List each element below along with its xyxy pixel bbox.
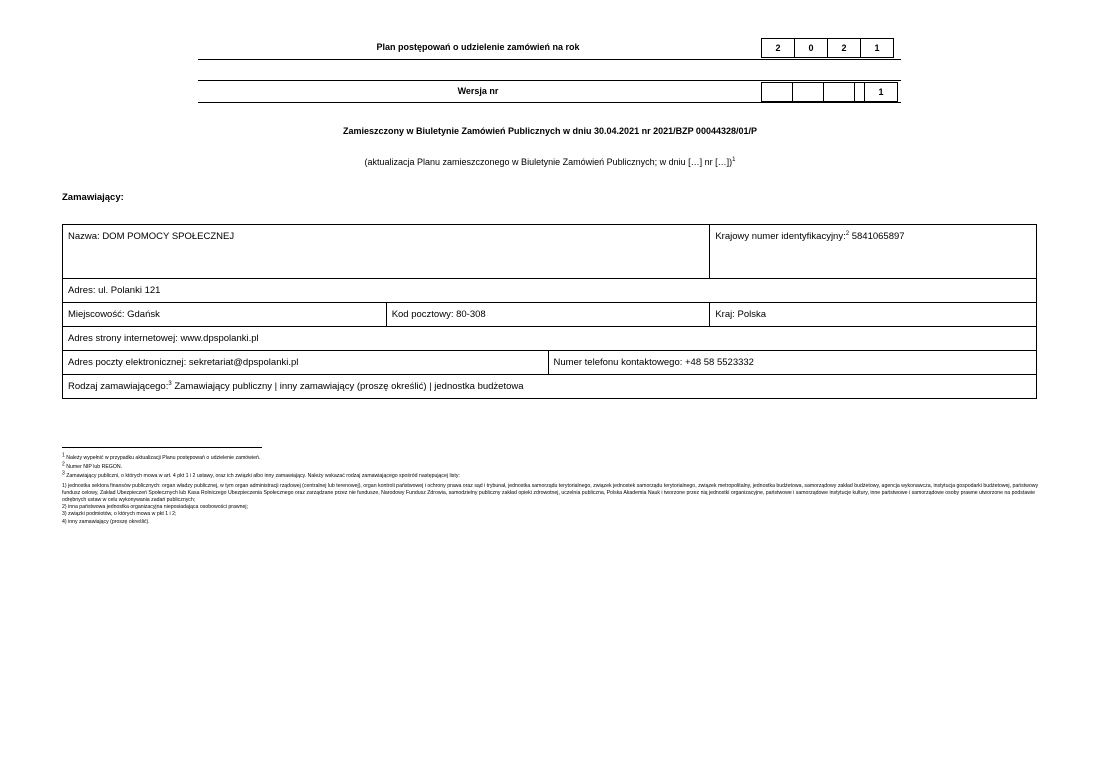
address-cell: Adres: ul. Polanki 121 [63,279,1037,303]
update-text: (aktualizacja Planu zamieszczonego w Biuletynie Zamówień Publicznych; w dniu […] nr […]) [364,157,733,167]
footnote-text: Zamawiający publiczni, o których mowa w art. 4 pkt 1 i 2 ustawy, oraz ich związki albo inny zamawiający. Należy wskazać rodzaj zamawiającego spośród następującej listy: [66,473,460,480]
footnote-number: 1 [62,452,65,459]
footnote-list-item: 4) inny zamawiający (proszę określić). [62,518,150,525]
phone-cell: Numer telefonu kontaktowego: +48 58 5523332 [548,351,1036,375]
plan-title: Plan postępowań o udzielenie zamówień na rok [376,42,580,52]
contracting-authority-table [62,224,1037,399]
year-boxes [762,38,894,58]
footnote-3 [62,470,1040,480]
footnote-text: Należy wypełnić w przypadku aktualizacji Planu postępowań o udzielenie zamówień. [66,455,261,461]
footnote-number: 2 [62,461,65,468]
authority-type-cell [63,375,1037,399]
footnote-number: 3 [62,470,65,477]
footnote-list-item: 2) inna państwowa jednostka organizacyjna nieposiadająca osobowości prawnej; [62,504,249,511]
city-cell: Miejscowość: Gdańsk [63,303,387,327]
footnote-ref: 2 [845,230,850,237]
year-digit-box: 2 [761,38,795,58]
version-underline [198,102,901,103]
title-underline [198,59,901,60]
year-digit-box: 1 [860,38,894,58]
version-digit-box [823,82,855,102]
name-cell: Nazwa: DOM POMOCY SPOŁECZNEJ [63,225,710,279]
section-title: Zamawiający: [62,192,124,203]
version-digit-box [792,82,824,102]
footnote-1 [62,452,1040,462]
footnote-ref: 3 [168,380,172,387]
footnote-list-item: 3) związki podmiotów, o których mowa w pkt 1 i 2; [62,511,177,518]
postal-code-cell: Kod pocztowy: 80-308 [386,303,710,327]
version-label: Wersja nr [457,86,499,96]
website-cell: Adres strony internetowej: www.dpspolanki.pl [63,327,1037,351]
authority-type-value: Zamawiający publiczny | inny zamawiający (proszę określić) | jednostka budżetowa [174,381,524,392]
national-id-value: 5841065897 [851,231,905,242]
update-line [0,157,1100,167]
authority-type-label: Rodzaj zamawiającego: [68,381,169,392]
version-digit-box: 1 [864,82,898,102]
published-line: Zamieszczony w Biuletynie Zamówień Publicznych w dniu 30.04.2021 nr 2021/BZP 00044328/01/P [342,126,757,136]
email-cell: Adres poczty elektronicznej: sekretariat@dpspolanki.pl [63,351,549,375]
country-cell: Kraj: Polska [710,303,1037,327]
national-id-cell [710,225,1037,279]
year-digit-box: 2 [827,38,861,58]
version-topline [198,80,901,81]
footnotes [62,452,1040,526]
version-boxes [762,82,898,102]
footnote-list-item: 1) jednostka sektora finansów publicznych: organ władzy publicznej, w tym organ administracji rządowej (centralnej lub terenowej), organ kontroli państwowej i ochrony prawa oraz sąd i trybunał, jednostka samorządu terytorialnego, związek jednostek samorządu terytorialnego, związek metropolitalny, jednostka budżetowa, samorządowy zakład budżetowy, agencja wykonawcza, instytucja gospodarki budżetowej, państwowy fundusz celowy, Zakład Ubezpieczeń Społecznych lub Kasa Rolniczego Ubezpieczenia Społecznego oraz zarządzane przez nie fundusze, Narodowy Fundusz Zdrowia, samodzielny publiczny zakład opieki zdrowotnej, uczelnia publiczna, Polska Akademia Nauk i tworzone przez nią jednostki organizacyjne, państwowe i samorządowe instytucje kultury, inne państwowe i samorządowe osoby prawne utworzone na podstawie odrębnych ustaw w celu wykonywania zadań publicznych; [62,482,1039,504]
national-id-label: Krajowy numer identyfikacyjny: [715,231,846,242]
footnote-ref: 1 [732,157,736,163]
footnote-text: Numer NIP lub REGON. [66,464,123,471]
version-digit-box [761,82,793,102]
year-digit-box: 0 [794,38,828,58]
footnote-2 [62,461,1040,471]
footnote-separator [62,447,262,448]
